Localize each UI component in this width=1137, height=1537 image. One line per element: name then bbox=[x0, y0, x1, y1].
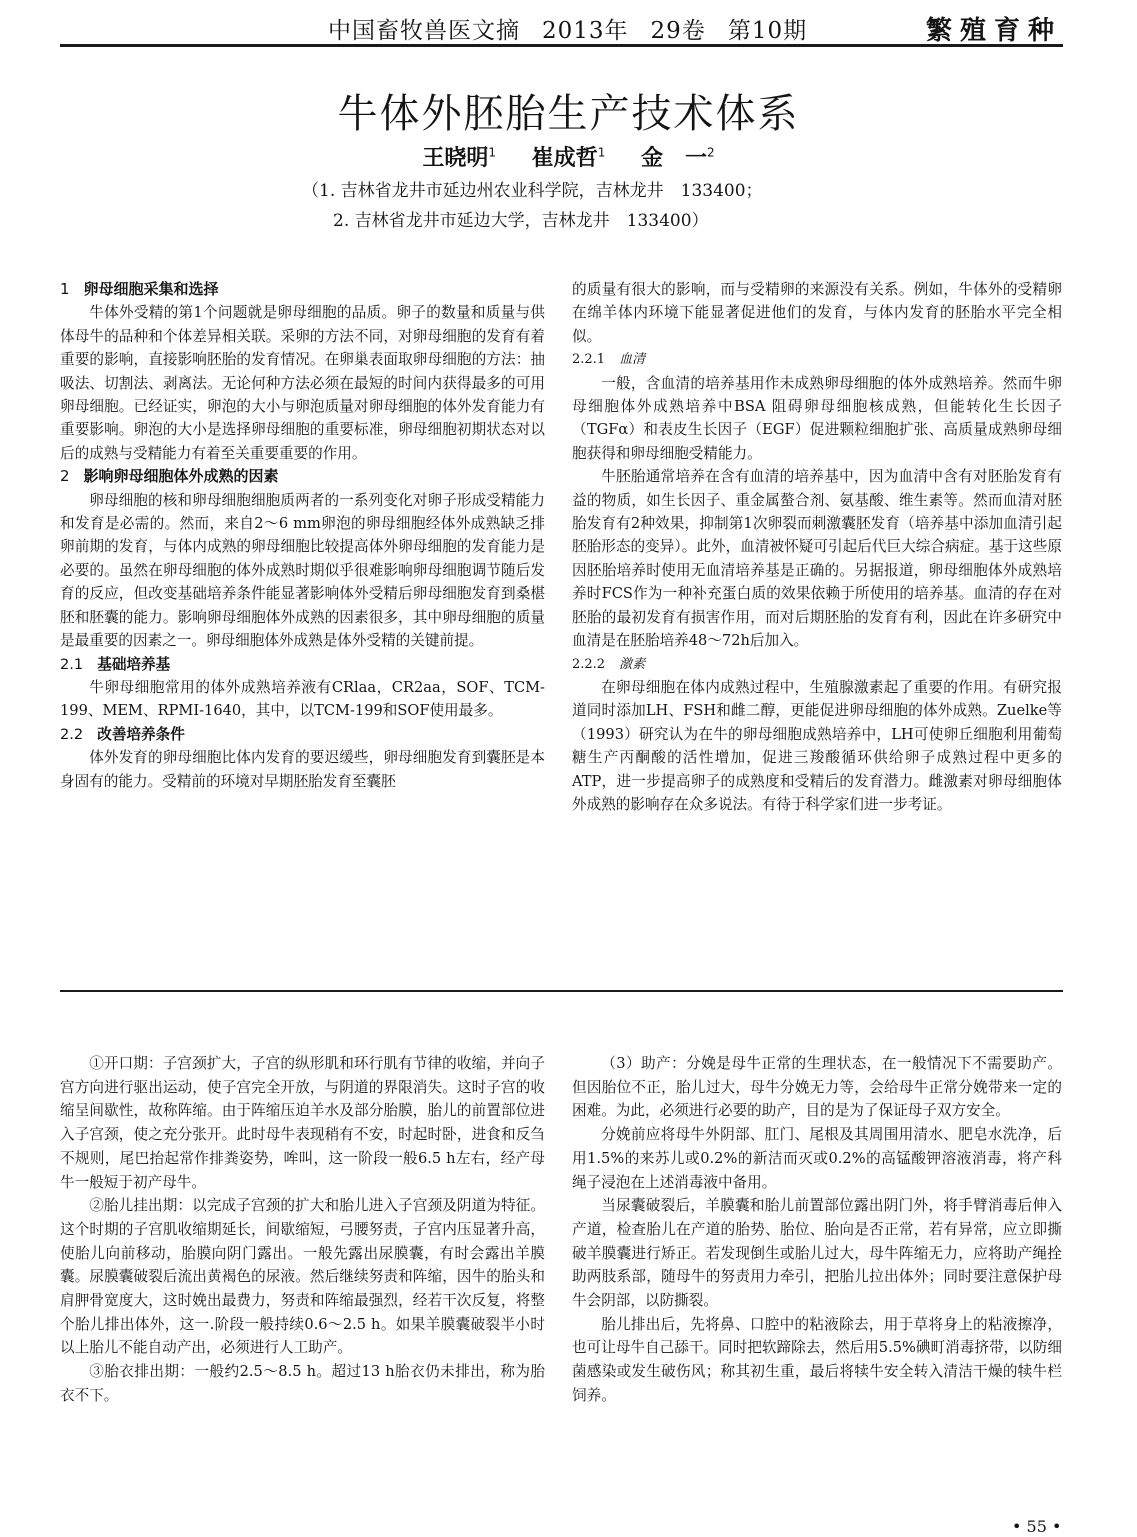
affiliation-line: 2. 吉林省龙井市延边大学，吉林龙井 133400） bbox=[333, 211, 709, 231]
journal-citation bbox=[328, 12, 829, 45]
journal-name: 中国畜牧兽医文摘 bbox=[328, 18, 520, 44]
paragraph: 当尿囊破裂后，羊膜囊和胎儿前置部位露出阴门外，将手臂消毒后伸入产道，检查胎儿在产道的胎势、胎位、胎向是否正常，若有异常，应立即撕破羊膜囊进行矫正。若发现倒生或胎儿过大，母牛阵缩无力，应将助产绳拴助两肢系部，随母牛的努责用力牵引，把胎儿拉出体外；同时要注意保护母牛会阴部，以防撕裂。 bbox=[572, 1197, 1062, 1310]
paragraph: ③胎衣排出期：一般约2.5～8.5 h。超过13 h胎衣仍未排出，称为胎衣不下。 bbox=[60, 1363, 545, 1404]
paragraph: 牛胚胎通常培养在含有血清的培养基中，因为血清中含有对胚胎发育有益的物质，如生长因子、重金属螯合剂、氨基酸、维生素等。然而血清对胚胎发育有2种效果，抑制第1次卵裂而刺激囊胚发育（培养基中添加血清引起胚胎形态的变异）。此外，血清被怀疑可引起后代巨大综合病症。基于这些原因胚胎培养时使用无血清培养基是正确的。另据报道，卵母细胞体外成熟培养时FCS作为一种补充蛋白质的效果依赖于所使用的培养基。血清的存在对胚胎的最初发育有损害作用，而对后期胚胎的发育有利，因此在许多研究中血清是在胚胎培养48～72h后加入。 bbox=[572, 468, 1062, 650]
paragraph: 在卵母细胞在体内成熟过程中，生殖腺激素起了重要的作用。有研究报道同时添加LH、FSH和雌二醇，更能促进卵母细胞的体外成熟。Zuelke等（1993）研究认为在牛的卵母细胞成熟培养中，LH可使卵丘细胞利用葡萄糖生产丙酮酸的活性增加，促进三羧酸循环供给卵子成熟过程中更多的ATP，进一步提高卵子的成熟度和受精后的发育潜力。雌激素对卵母细胞体外成熟的影响存在众多说法。有待于科学家们进一步考证。 bbox=[572, 678, 1062, 813]
left-column bbox=[60, 278, 545, 793]
subsection-heading: 2.2.2 激素 bbox=[572, 656, 646, 672]
paragraph: 的质量有很大的影响，而与受精卵的来源没有关系。例如，牛体外的受精卵在绵羊体内环境下能显著促进他们的发育，与体内发育的胚胎水平完全相似。 bbox=[572, 281, 1062, 345]
running-header bbox=[0, 0, 1137, 48]
bottom-right-column bbox=[572, 1052, 1062, 1408]
section-name: 繁殖育种 bbox=[926, 16, 1063, 46]
paragraph: 牛体外受精的第1个问题就是卵母细胞的品质。卵子的数量和质量与供体母牛的品种和个体差异相关联。采卵的方法不同，对卵母细胞的发育有着重要的影响，直接影响胚胎的发育情况。在卵巢表面取卵母细胞的方法：抽吸法、切割法、剥离法。无论何种方法必须在最短的时间内获得最多的可用卵母细胞。已经证实，卵泡的大小与卵泡质量对卵母细胞的体外发育能力有重要影响。卵泡的大小是选择卵母细胞的重要标准，卵母细胞初期状态对以后的成熟与受精能力有着至关重要重要的作用。 bbox=[60, 304, 545, 462]
author-list bbox=[0, 141, 1137, 172]
paragraph: （3）助产：分娩是母牛正常的生理状态，在一般情况下不需要助产。但因胎位不正，胎儿过大，母牛分娩无力等，会给母牛正常分娩带来一定的困难。为此，必须进行必要的助产，目的是为了保证母子双方安全。 bbox=[572, 1055, 1062, 1120]
paragraph: 牛卵母细胞常用的体外成熟培养液有CRlaa，CR2aa，SOF、TCM-199、MEM、RPMI-1640，其中，以TCM-199和SOF使用最多。 bbox=[60, 678, 545, 720]
paragraph: 分娩前应将母牛外阴部、肛门、尾根及其周围用清水、肥皂水洗净，后用1.5%的来苏儿或0.2%的新洁而灭或0.2%的高锰酸钾溶液消毒，将产科绳子浸泡在上述消毒液中备用。 bbox=[572, 1126, 1062, 1191]
affiliation-line: （1. 吉林省龙井市延边州农业科学院，吉林龙井 133400； bbox=[302, 181, 763, 201]
author: 王晓明$^1$ bbox=[422, 145, 496, 171]
paragraph: ①开口期：子宫颈扩大，子宫的纵形肌和环行肌有节律的收缩，并向子宫方向进行驱出运动，使子宫完全开放，与阴道的界限消失。这时子宫的收缩呈间歇性，故称阵缩。由于阵缩压迫羊水及部分胎膜，胎儿的前置部位进入子宫颈，使之充分张开。此时母牛表现稍有不安，时起时卧，进食和反刍不规则，尾巴抬起常作排粪姿势，哞叫，这一阶段一般6.5 h左右，经产母牛一般短于初产母牛。 bbox=[60, 1055, 545, 1191]
author: 金 一$^2$ bbox=[641, 145, 715, 171]
section-heading: 2 影响卵母细胞体外成熟的因素 bbox=[60, 467, 279, 486]
subsection-heading: 2.1 基础培养基 bbox=[60, 655, 171, 673]
journal-year: 2013年 bbox=[542, 18, 629, 44]
paragraph: 卵母细胞的核和卵母细胞细胞质两者的一系列变化对卵子形成受精能力和发育是必需的。然而，来自2～6 mm卵泡的卵母细胞经体外成熟缺乏排卵前期的发育，与体内成熟的卵母细胞比较提高体外卵母细胞的发育能力是必要的。虽然在卵母细胞的体外成熟时期似乎很难影响卵母细胞调节随后发育的反应，但改变基础培养条件能显著影响体外受精后卵母细胞发育到桑椹胚和胚囊的能力。影响卵母细胞体外成熟的因素很多，其中卵母细胞的质量是最重要的因素之一。卵母细胞体外成熟是体外受精的关键前提。 bbox=[60, 491, 545, 650]
page-number: • 55 • bbox=[1012, 1517, 1062, 1536]
header-rule bbox=[60, 44, 1063, 47]
paragraph: 胎儿排出后，先将鼻、口腔中的粘液除去，用于草将身上的粘液擦净，也可让母牛自己舔干。同时把软蹄除去，然后用5.5%碘町消毒挤带，以防细菌感染或发生破伤风；称其初生重，最后将犊牛安全转入清洁干燥的犊牛栏饲养。 bbox=[572, 1315, 1062, 1404]
subsection-heading: 2.2.1 血清 bbox=[572, 352, 646, 368]
author: 崔成哲$^1$ bbox=[531, 145, 606, 171]
paragraph: ②胎儿挂出期：以完成子宫颈的扩大和胎儿进入子宫颈及阴道为特征。这个时期的子宫肌收缩期延长，间歇缩短，弓腰努责，子宫内压显著升高，使胎儿向前移动，胎膜向阴门露出。一般先露出尿膜囊，有时会露出羊膜囊。尿膜囊破裂后流出黄褐色的尿液。然后继续努责和阵缩，因牛的胎头和肩胛骨宽度大，这时娩出最费力，努责和阵缩最强烈，经若干次反复，将整个胎儿排出体外，这一.阶段一般持续0.6～2.5 h。如果羊膜囊破裂半小时以上胎儿不能自动产出，必须进行人工助产。 bbox=[60, 1197, 545, 1357]
journal-issue: 第10期 bbox=[727, 18, 808, 44]
journal-volume: 29卷 bbox=[650, 18, 706, 44]
bottom-left-column bbox=[60, 1052, 545, 1408]
article-title: 牛体外胚胎生产技术体系 bbox=[337, 91, 800, 137]
right-column bbox=[572, 278, 1062, 816]
paragraph: 体外发育的卵母细胞比体内发育的要迟缓些，卵母细胞发育到囊胚是本身固有的能力。受精前的环境对早期胚胎发育至囊胚 bbox=[60, 749, 545, 790]
section-separator-rule bbox=[60, 990, 1063, 992]
section-heading: 1 卵母细胞采集和选择 bbox=[60, 280, 219, 298]
subsection-heading: 2.2 改善培养条件 bbox=[60, 725, 185, 743]
paragraph: 一般，含血清的培养基用作未成熟卵母细胞的体外成熟培养。然而牛卵母细胞体外成熟培养中BSA 阻碍卵母细胞核成熟，但能转化生长因子（TGFα）和表皮生长因子（EGF）促进颗粒细胞扩张、高质量成熟卵母细胞获得和卵母细胞受精能力。 bbox=[572, 374, 1062, 462]
